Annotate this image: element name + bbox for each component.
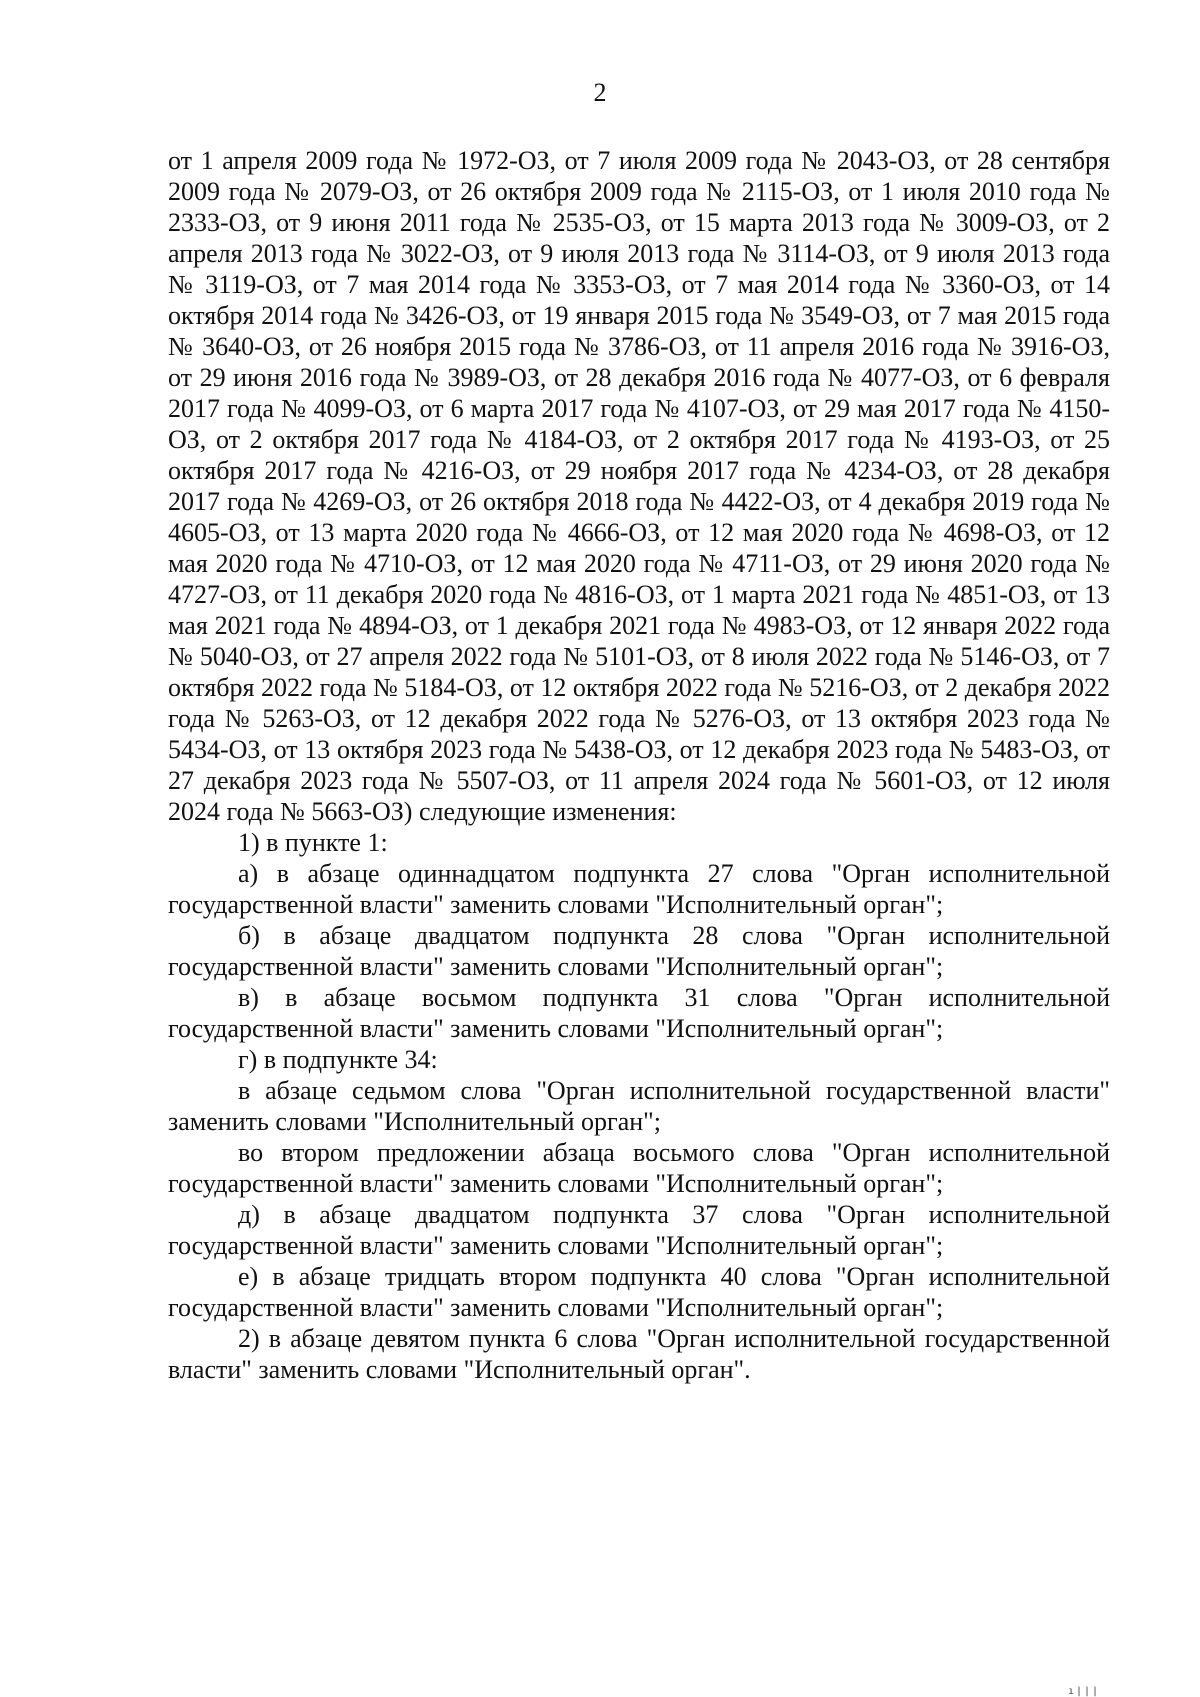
paragraph-item-1: 1) в пункте 1: <box>238 828 388 857</box>
page-number: 2 <box>593 78 607 107</box>
paragraph-item-1g-second: во втором предложении абзаца восьмого слова "Орган исполнительной государственной власти" заменить словами "Исполнительный орган"; <box>168 1138 1110 1198</box>
paragraph-item-1e: е) в абзаце тридцать втором подпункта 40 слова "Орган исполнительной государственной власти" заменить словами "Исполнительный орган"; <box>168 1262 1110 1322</box>
paragraph-amendment-list: от 1 апреля 2009 года № 1972-ОЗ, от 7 июля 2009 года № 2043-ОЗ, от 28 сентября 2009 года № 2079-ОЗ, от 26 октября 2009 года № 2115-ОЗ, от 1 июля 2010 года № 2333-ОЗ, от 9 июня 2011 года № 2535-ОЗ, от 15 марта 2013 года № 3009-ОЗ, от 2 апреля 2013 года № 3022-ОЗ, от 9 июля 2013 года № 3114-ОЗ, от 9 июля 2013 года № 3119-ОЗ, от 7 мая 2014 года № 3353-ОЗ, от 7 мая 2014 года № 3360-ОЗ, от 14 октября 2014 года № 3426-ОЗ, от 19 января 2015 года № 3549-ОЗ, от 7 мая 2015 года № 3640-ОЗ, от 26 ноября 2015 года № 3786-ОЗ, от 11 апреля 2016 года № 3916-ОЗ, от 29 июня 2016 года № 3989-ОЗ, от 28 декабря 2016 года № 4077-ОЗ, от 6 февраля 2017 года № 4099-ОЗ, от 6 марта 2017 года № 4107-ОЗ, от 29 мая 2017 года № 4150-ОЗ, от 2 октября 2017 года № 4184-ОЗ, от 2 октября 2017 года № 4193-ОЗ, от 25 октября 2017 года № 4216-ОЗ, от 29 ноября 2017 года № 4234-ОЗ, от 28 декабря 2017 года № 4269-ОЗ, от 26 октября 2018 года № 4422-ОЗ, от 4 декабря 2019 года № 4605-ОЗ, от 13 марта 2020 года № 4666-ОЗ, от 12 мая 2020 года № 4698-ОЗ, от 12 мая 2020 года № 4710-ОЗ, от 12 мая 2020 года № 4711-ОЗ, от 29 июня 2020 года № 4727-ОЗ, от 11 декабря 2020 года № 4816-ОЗ, от 1 марта 2021 года № 4851-ОЗ, от 13 мая 2021 года № 4894-ОЗ, от 1 декабря 2021 года № 4983-ОЗ, от 12 января 2022 года № 5040-ОЗ, от 27 апреля 2022 года № 5101-ОЗ, от 8 июля 2022 года № 5146-ОЗ, от 7 октября 2022 года № 5184-ОЗ, от 12 октября 2022 года № 5216-ОЗ, от 2 декабря 2022 года № 5263-ОЗ, от 12 декабря 2022 года № 5276-ОЗ, от 13 октября 2023 года № 5434-ОЗ, от 13 октября 2023 года № 5438-ОЗ, от 12 декабря 2023 года № 5483-ОЗ, от 27 декабря 2023 года № 5507-ОЗ, от 11 апреля 2024 года № 5601-ОЗ, от 12 июля 2024 года № 5663-ОЗ) следующие изменения: <box>168 146 1110 826</box>
paragraph-item-1b: б) в абзаце двадцатом подпункта 28 слова "Орган исполнительной государственной власти" заменить словами "Исполнительный орган"; <box>168 921 1110 981</box>
paragraph-item-1v: в) в абзаце восьмом подпункта 31 слова "Орган исполнительной государственной власти" заменить словами "Исполнительный орган"; <box>168 983 1110 1043</box>
scan-barcode-fragment: ı||| <box>1068 1686 1101 1697</box>
paragraph-item-1a: а) в абзаце одиннадцатом подпункта 27 слова "Орган исполнительной государственной власти" заменить словами "Исполнительный орган"; <box>168 859 1110 919</box>
paragraph-item-1g-first: в абзаце седьмом слова "Орган исполнительной государственной власти" заменить словами "Исполнительный орган"; <box>168 1076 1110 1136</box>
paragraph-item-1g: г) в подпункте 34: <box>238 1045 438 1074</box>
paragraph-item-2: 2) в абзаце девятом пункта 6 слова "Орган исполнительной государственной власти" заменить словами "Исполнительный орган". <box>168 1324 1110 1384</box>
paragraph-item-1d: д) в абзаце двадцатом подпункта 37 слова "Орган исполнительной государственной власти" заменить словами "Исполнительный орган"; <box>168 1200 1110 1260</box>
document-body <box>168 145 1110 1385</box>
